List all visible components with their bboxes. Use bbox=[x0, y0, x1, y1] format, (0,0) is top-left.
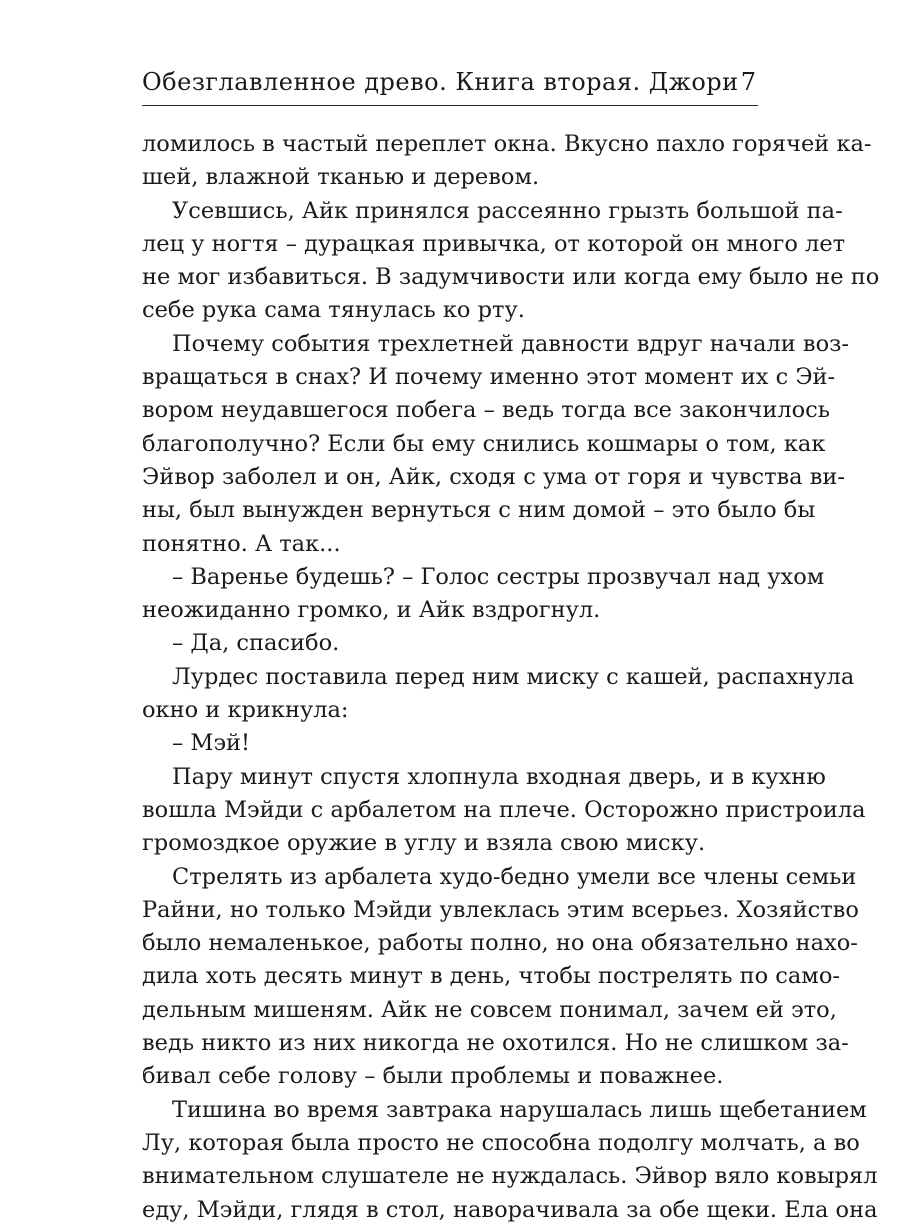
text-line: Усевшись, Айк принялся рассеянно грызть большой па- bbox=[172, 197, 843, 224]
text-line: Стрелять из арбалета худо-бедно умели все члены семьи bbox=[172, 863, 857, 890]
text-line: Почему события трехлетней давности вдруг начали воз- bbox=[172, 330, 850, 357]
text-line: – Да, спасибо. bbox=[172, 630, 340, 657]
text-line: еду, Мэйди, глядя в стол, наворачивала за обе щеки. Ела она bbox=[142, 1196, 878, 1223]
text-line: бивал себе голову – были проблемы и поважнее. bbox=[142, 1063, 724, 1090]
text-line: Пару минут спустя хлопнула входная дверь, и в кухню bbox=[172, 763, 826, 790]
text-line: себе рука сама тянулась ко рту. bbox=[142, 297, 525, 324]
text-line: – Варенье будешь? – Голос сестры прозвучал над ухом bbox=[172, 563, 825, 590]
text-line: дельным мишеням. Айк не совсем понимал, зачем ей это, bbox=[142, 996, 837, 1023]
running-head bbox=[142, 62, 758, 98]
text-line: – Мэй! bbox=[172, 730, 251, 757]
text-line: неожиданно громко, и Айк вздрогнул. bbox=[142, 597, 601, 624]
text-line: благополучно? Если бы ему снились кошмары о том, как bbox=[142, 430, 826, 457]
text-line: Лурдес поставила перед ним миску с кашей, распахнула bbox=[172, 663, 855, 690]
text-line: ны, был вынужден вернуться с ним домой – это было бы bbox=[142, 497, 816, 524]
text-line: вращаться в снах? И почему именно этот момент их с Эй- bbox=[142, 364, 836, 391]
text-line: ломилось в частый переплет окна. Вкусно пахло горячей ка- bbox=[142, 131, 872, 157]
text-line: Тишина во время завтрака нарушалась лишь щебетанием bbox=[172, 1096, 867, 1123]
text-line: Лу, которая была просто не способна подолгу молчать, а во bbox=[142, 1129, 860, 1156]
text-line: вором неудавшегося побега – ведь тогда все закончилось bbox=[142, 397, 831, 424]
text-line: дила хоть десять минут в день, чтобы пострелять по само- bbox=[142, 963, 840, 990]
header-rule bbox=[142, 105, 758, 106]
text-line: ведь никто из них никогда не охотился. Но не слишком за- bbox=[142, 1030, 849, 1057]
text-line: понятно. А так... bbox=[142, 530, 341, 557]
text-line: не мог избавиться. В задумчивости или когда ему было не по bbox=[142, 264, 880, 291]
text-line: громоздкое оружие в углу и взяла свою миску. bbox=[142, 830, 706, 857]
text-line: вошла Мэйди с арбалетом на плече. Осторожно пристроила bbox=[142, 796, 866, 823]
text-line: Эйвор заболел и он, Айк, сходя с ума от горя и чувства ви- bbox=[142, 463, 846, 490]
text-line: Райни, но только Мэйди увлеклась этим всерьез. Хозяйство bbox=[142, 896, 859, 923]
page-number: 7 bbox=[740, 68, 756, 96]
running-title: Обезглавленное древо. Книга вторая. Джори bbox=[142, 68, 739, 96]
text-line: внимательном слушателе не нуждалась. Эйвор вяло ковырял bbox=[142, 1163, 878, 1190]
text-line: лец у ногтя – дурацкая привычка, от которой он много лет bbox=[142, 230, 846, 257]
text-line: окно и крикнула: bbox=[142, 697, 349, 724]
text-line: было немаленькое, работы полно, но она обязательно нахо- bbox=[142, 930, 858, 957]
body-text bbox=[142, 128, 880, 1227]
text-line: шей, влажной тканью и деревом. bbox=[142, 164, 540, 191]
